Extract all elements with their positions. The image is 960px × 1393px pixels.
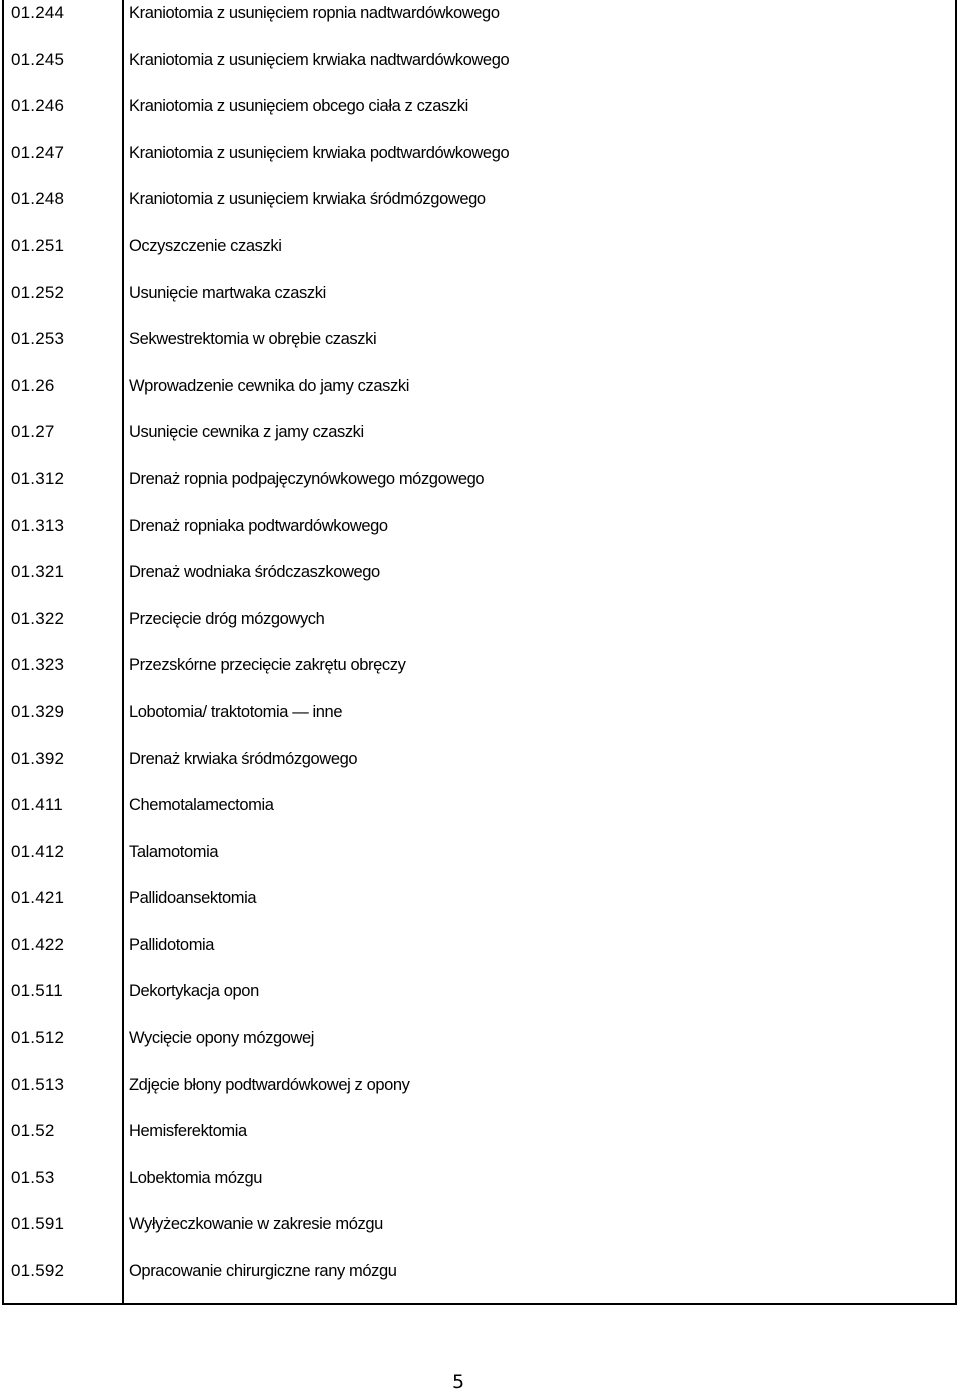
procedure-code: 01.411 <box>11 795 63 815</box>
procedure-description: Usunięcie martwaka czaszki <box>129 283 326 302</box>
table-row <box>4 233 959 280</box>
procedure-description: Oczyszczenie czaszki <box>129 236 282 255</box>
procedure-description: Wprowadzenie cewnika do jamy czaszki <box>129 376 409 395</box>
procedure-code: 01.323 <box>11 655 65 675</box>
procedure-description: Sekwestrektomia w obrębie czaszki <box>129 330 377 349</box>
procedure-table <box>2 0 957 1305</box>
procedure-code: 01.252 <box>11 282 65 302</box>
procedure-description: Drenaż ropnia podpajęczynówkowego mózgowego <box>129 469 485 488</box>
procedure-code: 01.512 <box>11 1028 65 1048</box>
procedure-code: 01.421 <box>11 888 65 908</box>
table-row <box>4 792 959 839</box>
procedure-code: 01.322 <box>11 608 65 628</box>
table-row <box>4 885 959 932</box>
table-row <box>4 466 959 513</box>
procedure-code: 01.321 <box>11 562 65 582</box>
procedure-description: Talamotomia <box>129 842 219 861</box>
procedure-description: Zdjęcie błony podtwardówkowej z opony <box>129 1075 410 1094</box>
procedure-code: 01.27 <box>11 422 55 442</box>
procedure-code: 01.52 <box>11 1121 55 1141</box>
table-row <box>4 326 959 373</box>
page-number: 5 <box>452 1371 465 1393</box>
table-row <box>4 140 959 187</box>
table-row <box>4 1072 959 1119</box>
procedure-description: Lobektomia mózgu <box>129 1168 263 1187</box>
procedure-code: 01.253 <box>11 329 65 349</box>
procedure-code: 01.251 <box>11 235 65 255</box>
table-row <box>4 606 959 653</box>
table-row <box>4 0 959 47</box>
procedure-code: 01.513 <box>11 1074 65 1094</box>
procedure-code: 01.26 <box>11 375 55 395</box>
table-row <box>4 746 959 793</box>
table-row <box>4 1025 959 1072</box>
table-row <box>4 839 959 886</box>
procedure-description: Lobotomia/ traktotomia — inne <box>129 702 343 721</box>
procedure-description: Przecięcie dróg mózgowych <box>129 609 325 628</box>
table-row <box>4 699 959 746</box>
table-row <box>4 373 959 420</box>
procedure-code: 01.245 <box>11 49 65 69</box>
procedure-description: Hemisferektomia <box>129 1122 247 1141</box>
table-row <box>4 93 959 140</box>
procedure-code: 01.246 <box>11 96 65 116</box>
procedure-code: 01.392 <box>11 748 65 768</box>
table-row <box>4 559 959 606</box>
table-row <box>4 652 959 699</box>
table-row <box>4 932 959 979</box>
procedure-code: 01.591 <box>11 1214 65 1234</box>
procedure-description: Kraniotomia z usunięciem ropnia nadtwardówkowego <box>129 4 500 22</box>
table-row <box>4 1165 959 1212</box>
procedure-description: Pallidoansektomia <box>129 889 257 908</box>
procedure-description: Usunięcie cewnika z jamy czaszki <box>129 423 364 442</box>
table-row <box>4 419 959 466</box>
procedure-code: 01.422 <box>11 934 65 954</box>
procedure-description: Wycięcie opony mózgowej <box>129 1029 315 1048</box>
procedure-description: Kraniotomia z usunięciem krwiaka nadtwardówkowego <box>129 50 510 69</box>
table-row <box>4 1211 959 1258</box>
procedure-code: 01.412 <box>11 841 65 861</box>
procedure-description: Drenaż krwiaka śródmózgowego <box>129 749 358 768</box>
procedure-code: 01.53 <box>11 1167 55 1187</box>
procedure-code: 01.592 <box>11 1261 65 1281</box>
procedure-description: Drenaż ropniaka podtwardówkowego <box>129 516 388 535</box>
procedure-description: Chemotalamectomia <box>129 796 274 815</box>
procedure-description: Dekortykacja opon <box>129 982 259 1001</box>
table-row <box>4 513 959 560</box>
procedure-code: 01.511 <box>11 981 63 1001</box>
procedure-description: Pallidotomia <box>129 935 215 954</box>
table-row <box>4 1118 959 1165</box>
procedure-code: 01.312 <box>11 468 65 488</box>
table-row <box>4 280 959 327</box>
table-row <box>4 47 959 94</box>
procedure-code: 01.244 <box>11 3 65 22</box>
table-row <box>4 978 959 1025</box>
procedure-code: 01.248 <box>11 189 65 209</box>
procedure-description: Opracowanie chirurgiczne rany mózgu <box>129 1262 397 1281</box>
procedure-description: Wyłyżeczkowanie w zakresie mózgu <box>129 1215 383 1234</box>
table-rows <box>4 0 959 1305</box>
procedure-description: Kraniotomia z usunięciem krwiaka śródmózgowego <box>129 190 486 209</box>
procedure-code: 01.247 <box>11 142 65 162</box>
procedure-code: 01.313 <box>11 515 65 535</box>
procedure-description: Kraniotomia z usunięciem obcego ciała z czaszki <box>129 97 468 116</box>
table-row <box>4 1258 959 1305</box>
procedure-code: 01.329 <box>11 701 65 721</box>
procedure-description: Kraniotomia z usunięciem krwiaka podtwardówkowego <box>129 143 510 162</box>
table-row <box>4 186 959 233</box>
procedure-description: Przezskórne przecięcie zakrętu obręczy <box>129 656 406 675</box>
procedure-description: Drenaż wodniaka śródczaszkowego <box>129 563 380 582</box>
